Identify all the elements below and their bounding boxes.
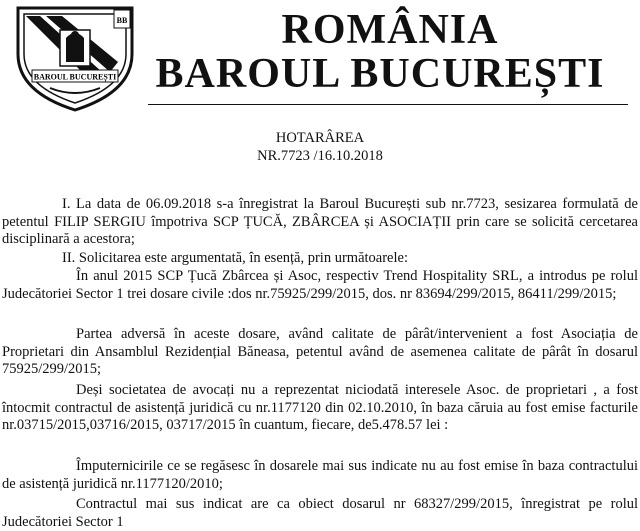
paragraph-1: I. La data de 06.09.2018 s-a înregistrat la Baroul București sub nr.7723, sesizarea formulată de petentul FILIP SERGIU împotriva SCP ȚUCĂ, ZBÂRCEA și ASOCIAȚII prin care se solicită cercetarea disciplinară a acestora; (2, 196, 638, 247)
paragraph-6: Împuternicirile ce se regăsesc în dosarele mai sus indicate nu au fost emise în baza contractului de asistență juridică nr.1177120/2010; (2, 458, 638, 492)
paragraph-3: În anul 2015 SCP Țucă Zbârcea și Asoc, respectiv Trend Hospitality SRL, a introdus pe rolul Judecătoriei Sector 1 trei dosare civile :dos nr.75925/299/2015, dos. nr 83694/299/2015, 86411/299/2015; (2, 268, 638, 302)
paragraph-2: II. Solicitarea este argumentată, în esență, prin următoarele: (62, 250, 408, 266)
paragraph-7: Contractul mai sus indicat are ca obiect dosarul nr 68327/299/2015, înregistrat pe rolul Judecătoriei Sector 1 (2, 496, 638, 530)
crest-monogram: BB (116, 16, 128, 25)
paragraph-5: Deși societatea de avocați nu a reprezentat niciodată interesele Asoc. de proprietari , a fost întocmit contractul de asistență juridică cu nr.1177120 din 02.10.2010, în baza căruia au fost emise facturile nr.03715/2015,03716/2015, 03717/2015 în cuantum, fiecare, de5.478.57 lei : (2, 382, 638, 433)
document-number: NR.7723 /16.10.2018 (257, 148, 383, 164)
header-divider (148, 104, 628, 105)
paragraph-4: Partea adversă în aceste dosare, având calitate de pârât/intervenient a fost Asociația de Proprietari din Ansamblul Rezidențial Băneasa, petentul având de asemenea calitate de pârât în dosarul 75925/299/2015; (2, 326, 638, 377)
document-title: HOTARÂREA (275, 130, 365, 146)
header-institution: BAROUL BUCUREȘTI (155, 51, 605, 97)
crest-label: BAROUL BUCUREȘTI (33, 72, 117, 82)
header-country: ROMÂNIA (281, 7, 499, 53)
